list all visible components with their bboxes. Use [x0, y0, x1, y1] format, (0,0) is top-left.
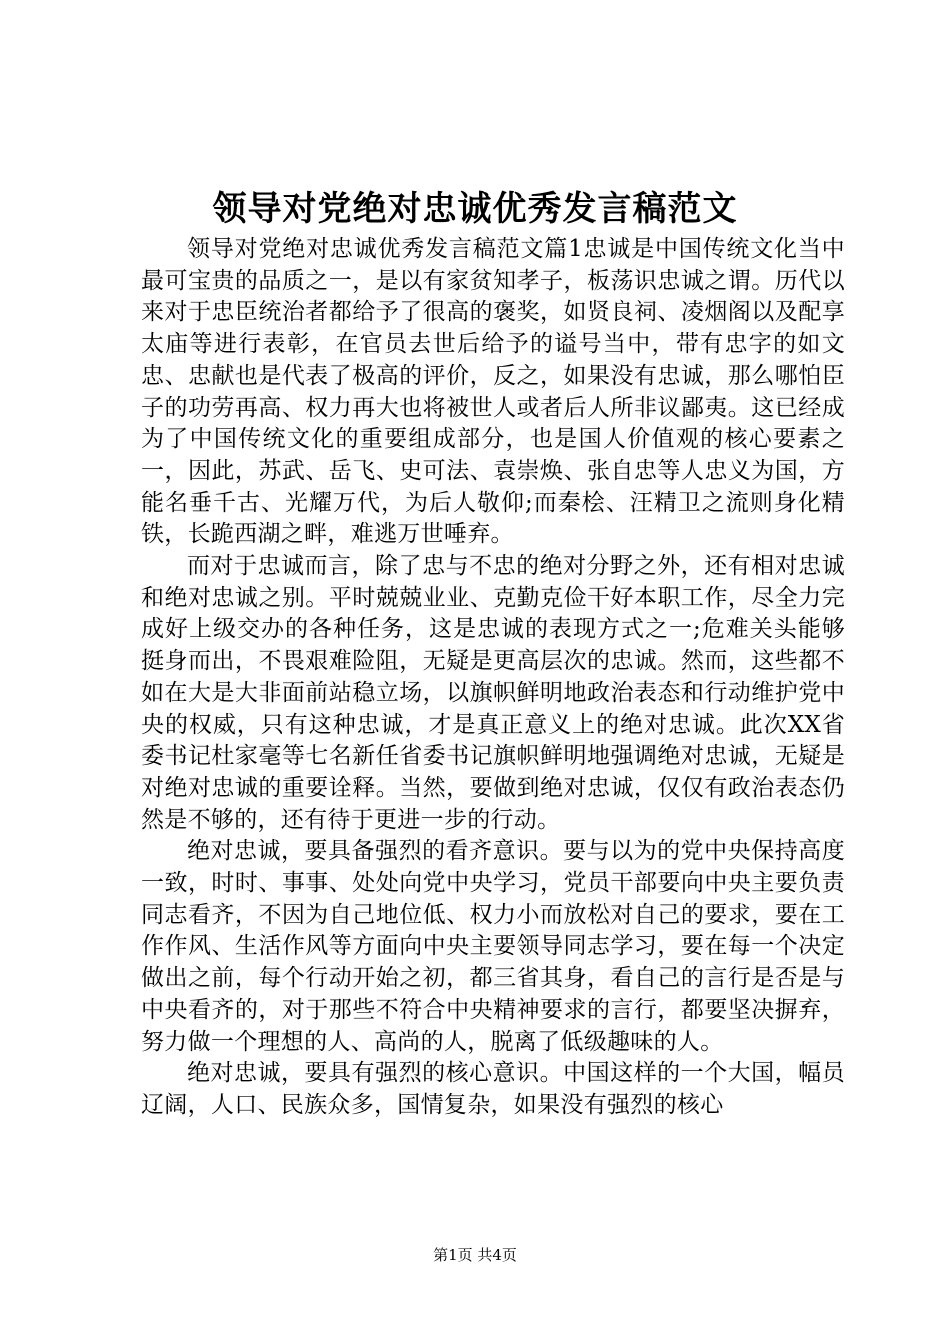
paragraph-4: 绝对忠诚，要具有强烈的核心意识。中国这样的一个大国，幅员辽阔，人口、民族众多，国情复杂，如果没有强烈的核心: [141, 1060, 845, 1118]
document-body: [141, 234, 845, 1122]
paragraph-1: 领导对党绝对忠诚优秀发言稿范文篇1忠诚是中国传统文化当中最可宝贵的品质之一，是以有家贫知孝子，板荡识忠诚之谓。历代以来对于忠臣统治者都给予了很高的褒奖，如贤良祠、凌烟阁以及配享太庙等进行表彰，在官员去世后给予的谥号当中，带有忠字的如文忠、忠献也是代表了极高的评价，反之，如果没有忠诚，那么哪怕臣子的功劳再高、权力再大也将被世人或者后人所非议鄙夷。这已经成为了中国传统文化的重要组成部分，也是国人价值观的核心要素之一，因此，苏武、岳飞、史可法、袁崇焕、张自忠等人忠义为国，方能名垂千古、光耀万代，为后人敬仰;而秦桧、汪精卫之流则身化精铁，长跪西湖之畔，难逃万世唾弃。: [141, 236, 845, 548]
document-title: 领导对党绝对忠诚优秀发言稿范文: [212, 189, 738, 229]
paragraph-3: 绝对忠诚，要具备强烈的看齐意识。要与以为的党中央保持高度一致，时时、事事、处处向党中央学习，党员干部要向中央主要负责同志看齐，不因为自己地位低、权力小而放松对自己的要求，要在工作作风、生活作风等方面向中央主要领导同志学习，要在每一个决定做出之前，每个行动开始之初，都三省其身，看自己的言行是否是与中央看齐的，对于那些不符合中央精神要求的言行，都要坚决摒弃，努力做一个理想的人、高尚的人，脱离了低级趣味的人。: [141, 838, 845, 1055]
page-footer: 第1页 共4页: [433, 1246, 517, 1264]
paragraph-2: 而对于忠诚而言，除了忠与不忠的绝对分野之外，还有相对忠诚和绝对忠诚之别。平时兢兢业业、克勤克俭干好本职工作，尽全力完成好上级交办的各种任务，这是忠诚的表现方式之一;危难关头能够挺身而出，不畏艰难险阻，无疑是更高层次的忠诚。然而，这些都不如在大是大非面前站稳立场，以旗帜鲜明地政治表态和行动维护党中央的权威，只有这种忠诚，才是真正意义上的绝对忠诚。此次XX省委书记杜家毫等七名新任省委书记旗帜鲜明地强调绝对忠诚，无疑是对绝对忠诚的重要诠释。当然，要做到绝对忠诚，仅仅有政治表态仍然是不够的，还有待于更进一步的行动。: [141, 553, 845, 833]
